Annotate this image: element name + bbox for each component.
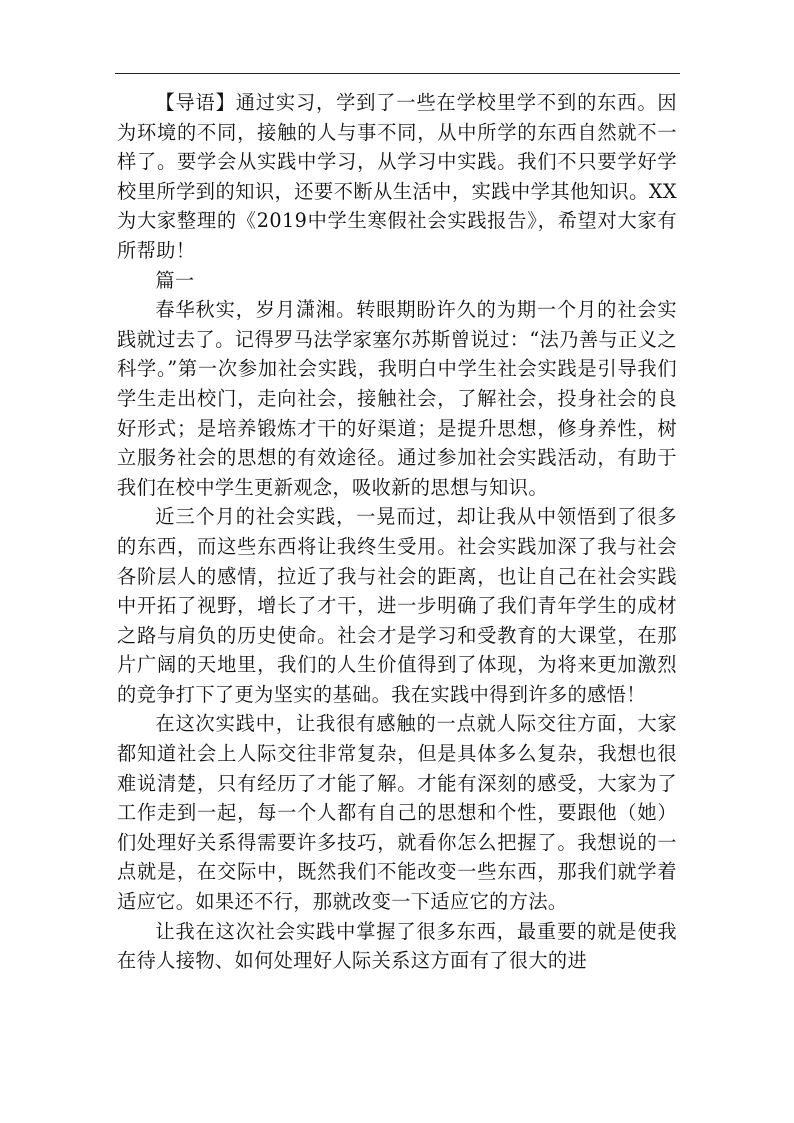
body-paragraph: 春华秋实，岁月潇湘。转眼期盼许久的为期一个月的社会实践就过去了。记得罗马法学家塞尔苏斯曾说过：“法乃善与正义之科学。”第一次参加社会实践，我明白中学生社会实践是引导我们学生走出校门，走向社会，接触社会，了解社会，投身社会的良好形式；是培养锻炼才干的好渠道；是提升思想，修身养性，树立服务社会的思想的有效途径。通过参加社会实践活动，有助于我们在校中学生更新观念，吸收新的思想与知识。 bbox=[117, 298, 677, 499]
body-paragraph: 在这次实践中，让我很有感触的一点就人际交往方面，大家都知道社会上人际交往非常复杂，但是具体多么复杂，我想也很难说清楚，只有经历了才能了解。才能有深刻的感受，大家为了工作走到一起，每一个人都有自己的思想和个性，要跟他（她）们处理好关系得需要许多技巧，就看你怎么把握了。我想说的一点就是，在交际中，既然我们不能改变一些东西，那我们就学着适应它。如果还不行，那就改变一下适应它的方法。 bbox=[117, 712, 677, 914]
header-rule bbox=[115, 73, 680, 74]
body-paragraph: 近三个月的社会实践，一晃而过，却让我从中领悟到了很多的东西，而这些东西将让我终生受用。社会实践加深了我与社会各阶层人的感情，拉近了我与社会的距离，也让自己在社会实践中开拓了视野，增长了才干，进一步明确了我们青年学生的成材之路与肩负的历史使命。社会才是学习和受教育的大课堂，在那片广阔的天地里，我们的人生价值得到了体现，为将来更加激烈的竞争打下了更为坚实的基础。我在实践中得到许多的感悟！ bbox=[117, 505, 677, 706]
body-paragraph: 让我在这次社会实践中掌握了很多东西，最重要的就是使我在待人接物、如何处理好人际关系这方面有了很大的进 bbox=[117, 919, 677, 973]
section-heading: 篇一 bbox=[155, 268, 195, 292]
document-body bbox=[117, 88, 677, 976]
intro-paragraph: 【导语】通过实习，学到了一些在学校里学不到的东西。因为环境的不同，接触的人与事不同，从中所学的东西自然就不一样了。要学会从实践中学习，从学习中实践。我们不只要学好学校里所学到的知识，还要不断从生活中，实践中学其他知识。XX为大家整理的《2019中学生寒假社会实践报告》，希望对大家有所帮助！ bbox=[117, 91, 677, 262]
